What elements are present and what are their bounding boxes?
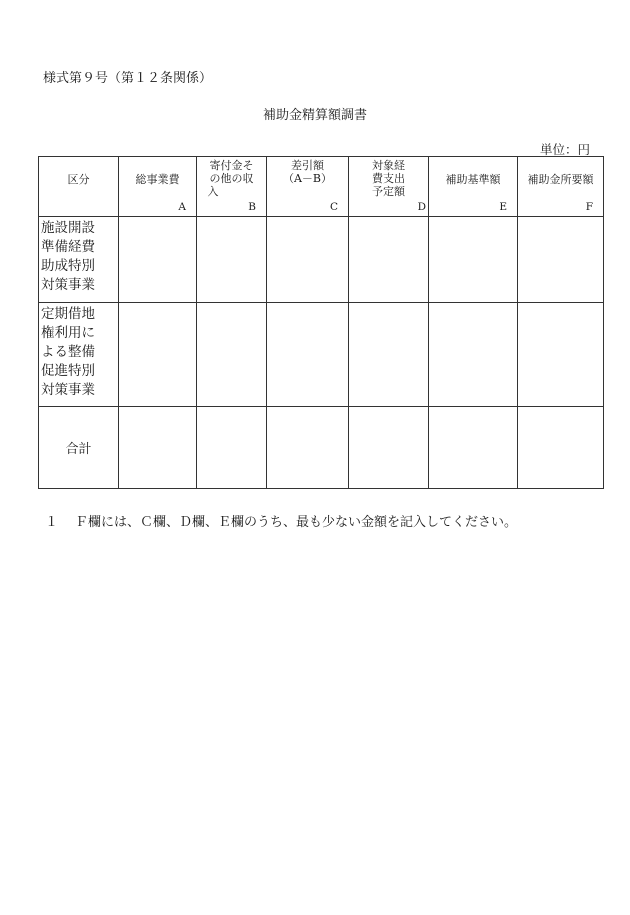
- form-number: 様式第９号（第１２条関係）: [43, 71, 213, 86]
- header-planned-expenditure: 対象経 費支出 予定額 D: [349, 157, 429, 217]
- table-row: [39, 303, 604, 407]
- table-cell[interactable]: [119, 407, 197, 489]
- table-cell[interactable]: [267, 407, 349, 489]
- header-row: [39, 157, 604, 217]
- column-letter-a: A: [178, 201, 186, 213]
- table-cell[interactable]: [267, 303, 349, 407]
- table-cell[interactable]: [518, 303, 604, 407]
- table-cell[interactable]: [429, 303, 518, 407]
- table-cell[interactable]: [197, 303, 267, 407]
- table-cell[interactable]: [267, 217, 349, 303]
- header-difference: 差引額 （A－B） C: [267, 157, 349, 217]
- column-letter-e: E: [499, 201, 507, 213]
- column-letter-c: C: [329, 201, 338, 213]
- document-title: 補助金精算額調書: [262, 108, 367, 123]
- row-label-total: 合計: [39, 407, 119, 489]
- total-row: [39, 407, 604, 489]
- table-cell[interactable]: [119, 217, 197, 303]
- note-item: [45, 511, 517, 530]
- table-cell[interactable]: [429, 407, 518, 489]
- table-cell[interactable]: [518, 217, 604, 303]
- table-cell[interactable]: [349, 407, 429, 489]
- unit-label: 単位：円: [539, 142, 590, 157]
- table-cell[interactable]: [119, 303, 197, 407]
- header-category: 区分: [39, 157, 119, 217]
- note-text: Ｆ欄には、Ｃ欄、Ｄ欄、Ｅ欄のうち、最も少ない金額を記入してください。: [75, 515, 518, 530]
- table-row: [39, 217, 604, 303]
- table-cell[interactable]: [518, 407, 604, 489]
- settlement-table: [38, 156, 604, 489]
- column-letter-b: B: [248, 201, 256, 213]
- note-number: １: [45, 515, 59, 530]
- header-donations-income: 寄付金そ の他の収 入 B: [197, 157, 267, 217]
- table-cell[interactable]: [349, 303, 429, 407]
- table-cell[interactable]: [349, 217, 429, 303]
- header-required-amount: 補助金所要額 F: [518, 157, 604, 217]
- header-total-cost: 総事業費 A: [119, 157, 197, 217]
- table-cell[interactable]: [197, 407, 267, 489]
- column-letter-d: D: [417, 201, 426, 213]
- table-cell[interactable]: [197, 217, 267, 303]
- header-standard-amount: 補助基準額 E: [429, 157, 518, 217]
- row-label-fixed-term-land-lease: 定期借地 権利用に よる整備 促進特別 対策事業: [39, 303, 119, 407]
- row-label-facility-opening: 施設開設 準備経費 助成特別 対策事業: [39, 217, 119, 303]
- table-cell[interactable]: [429, 217, 518, 303]
- column-letter-f: F: [585, 201, 593, 213]
